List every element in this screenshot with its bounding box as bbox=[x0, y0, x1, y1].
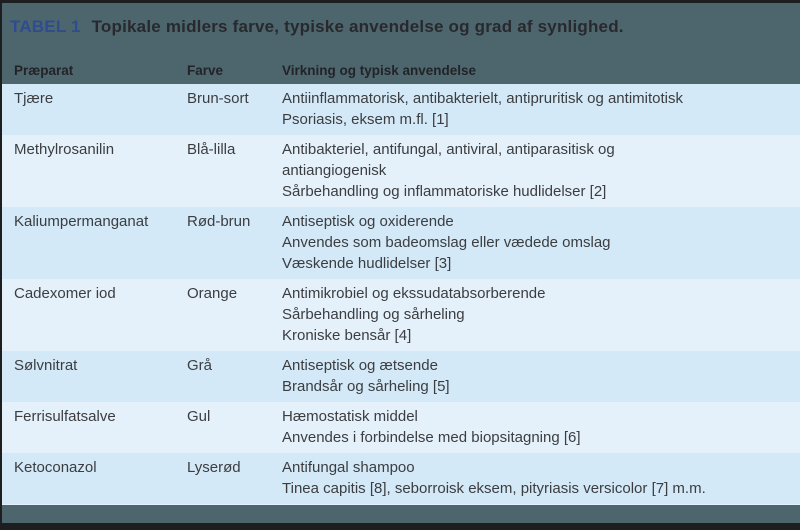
cell-praeparat: Ketoconazol bbox=[14, 459, 97, 476]
cell-farve: Orange bbox=[187, 285, 238, 302]
cell-praeparat: Kaliumpermanganat bbox=[14, 213, 149, 230]
cell-virkning bbox=[282, 139, 800, 202]
cell-virkning bbox=[282, 211, 800, 274]
table-row bbox=[2, 135, 800, 207]
cell-virkning bbox=[282, 88, 800, 130]
virkning-line: Psoriasis, eksem m.fl. [1] bbox=[282, 111, 449, 128]
virkning-line: Antimikrobiel og ekssudatabsorberende bbox=[282, 285, 546, 302]
virkning-line: Kroniske bensår [4] bbox=[282, 327, 412, 344]
cell-farve: Gul bbox=[187, 408, 211, 425]
bottom-border bbox=[2, 523, 800, 530]
cell-praeparat: Cadexomer iod bbox=[14, 285, 116, 302]
virkning-line: Antibakteriel, antifungal, antiviral, antiparasitisk og bbox=[282, 141, 615, 158]
table-row bbox=[2, 84, 800, 135]
cell-virkning bbox=[282, 406, 800, 448]
virkning-line: Antiinflammatorisk, antibakterielt, antipruritisk og antimitotisk bbox=[282, 90, 683, 107]
virkning-line: Antiseptisk og ætsende bbox=[282, 357, 438, 374]
virkning-line: Antiseptisk og oxiderende bbox=[282, 213, 454, 230]
cell-farve: Rød-brun bbox=[187, 213, 251, 230]
column-header-row bbox=[2, 63, 800, 84]
cell-virkning bbox=[282, 457, 800, 499]
cell-praeparat: Ferrisulfatsalve bbox=[14, 408, 116, 425]
virkning-line: Væskende hudlidelser [3] bbox=[282, 255, 452, 272]
cell-virkning bbox=[282, 283, 800, 346]
table-row bbox=[2, 207, 800, 279]
cell-farve: Lyserød bbox=[187, 459, 241, 476]
virkning-line: Anvendes som badeomslag eller vædede omslag bbox=[282, 234, 611, 251]
table-row bbox=[2, 402, 800, 453]
cell-farve: Blå-lilla bbox=[187, 141, 236, 158]
cell-praeparat: Tjære bbox=[14, 90, 54, 107]
table-row bbox=[2, 279, 800, 351]
virkning-line: Brandsår og sårheling [5] bbox=[282, 378, 450, 395]
column-header-virkning: Virkning og typisk anvendelse bbox=[282, 63, 477, 78]
virkning-line: Sårbehandling og inflammatoriske hudlidelser [2] bbox=[282, 183, 607, 200]
virkning-line: Hæmostatisk middel bbox=[282, 408, 418, 425]
virkning-line: Sårbehandling og sårheling bbox=[282, 306, 465, 323]
table-title: Topikale midlers farve, typiske anvendelse og grad af synlighed. bbox=[91, 17, 624, 36]
table-header bbox=[2, 0, 800, 84]
virkning-line: Antifungal shampoo bbox=[282, 459, 415, 476]
table-row bbox=[2, 351, 800, 402]
cell-praeparat: Methylrosanilin bbox=[14, 141, 115, 158]
virkning-line: Anvendes i forbindelse med biopsitagning [6] bbox=[282, 429, 581, 446]
cell-virkning bbox=[282, 355, 800, 397]
cell-farve: Brun-sort bbox=[187, 90, 249, 107]
column-header-farve: Farve bbox=[187, 63, 224, 78]
table-number-label: TABEL 1 bbox=[10, 17, 81, 36]
cell-praeparat: Sølvnitrat bbox=[14, 357, 78, 374]
virkning-line: Tinea capitis [8], seborroisk eksem, pityriasis versicolor [7] m.m. bbox=[282, 480, 706, 497]
cell-farve: Grå bbox=[187, 357, 213, 374]
table-body bbox=[2, 84, 800, 505]
table-title-line bbox=[2, 3, 800, 37]
column-header-praeparat: Præparat bbox=[14, 63, 74, 78]
virkning-line: antiangiogenisk bbox=[282, 162, 387, 179]
table-row bbox=[2, 453, 800, 504]
footer-bar bbox=[2, 505, 800, 523]
